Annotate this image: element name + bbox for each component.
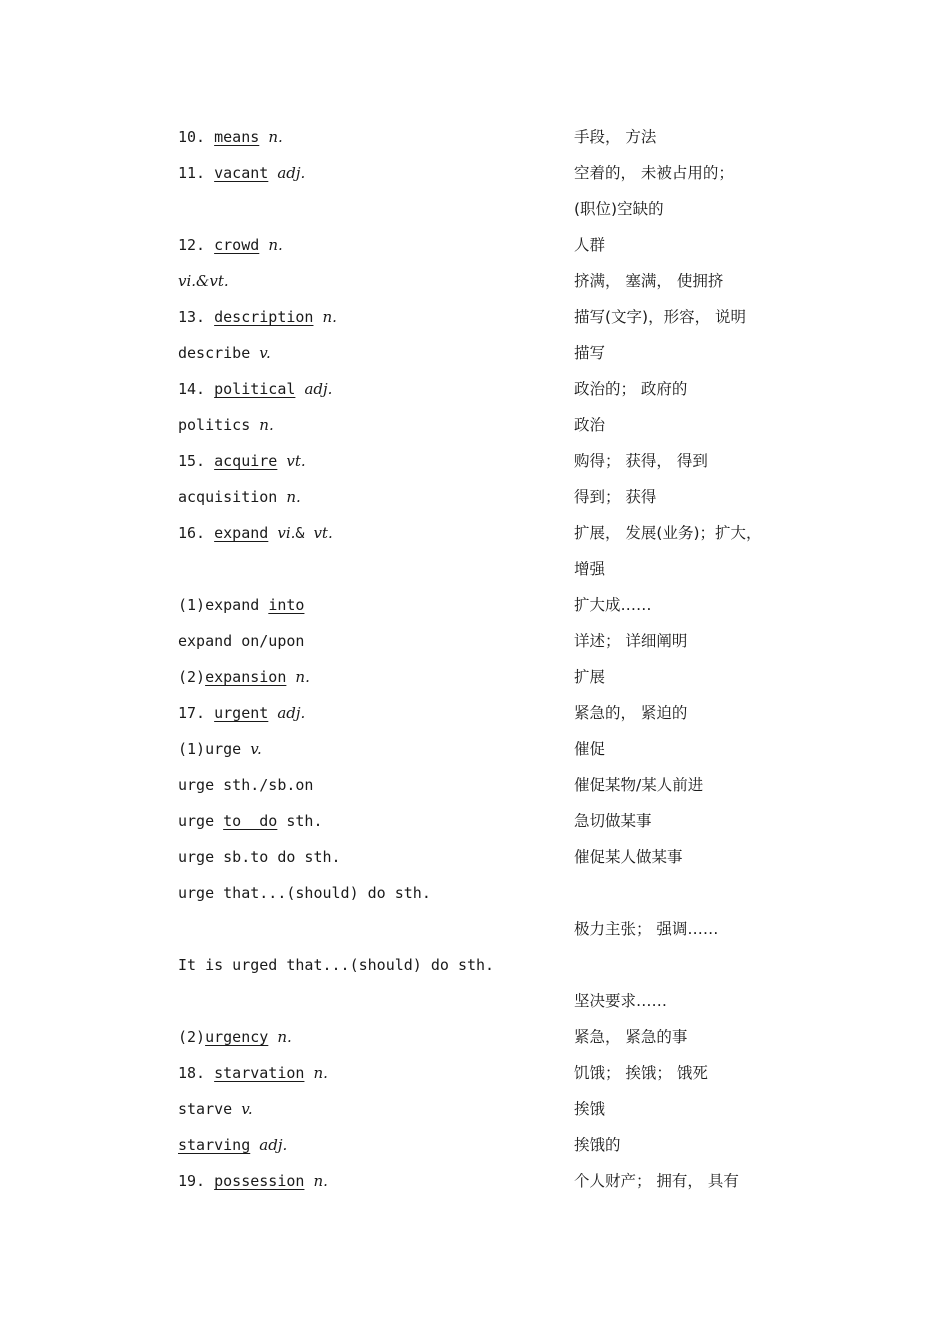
english-term [178, 631, 304, 651]
vocab-row [0, 235, 950, 265]
vocab-row [0, 523, 950, 553]
chinese-meaning: 得到； 获得 [574, 488, 657, 506]
term-text [259, 236, 268, 254]
term-text: politics [178, 416, 260, 434]
part-of-speech: v. [259, 344, 271, 362]
term-text: 19. [178, 1172, 215, 1190]
chinese-meaning: 挨饿 [574, 1100, 606, 1118]
chinese-meaning: 增强 [574, 560, 606, 578]
underlined-answer: vacant [214, 164, 269, 182]
vocab-row [0, 775, 950, 805]
term-text: expand on/upon [178, 632, 305, 650]
term-text: 10. [178, 128, 215, 146]
vocab-row [0, 1171, 950, 1201]
term-text: urge sth./sb.on [178, 776, 314, 794]
vocab-row [0, 1099, 950, 1129]
english-term [178, 415, 274, 435]
term-text: (2) [178, 1028, 206, 1046]
term-text [250, 1136, 259, 1154]
chinese-meaning: 人群 [574, 236, 606, 254]
part-of-speech: adj. [277, 704, 306, 722]
vocab-row [0, 595, 950, 625]
vocab-row [0, 883, 950, 913]
chinese-meaning: 描写 [574, 344, 606, 362]
underlined-answer: acquire [214, 452, 278, 470]
part-of-speech: n. [259, 416, 274, 434]
chinese-meaning: 紧急， 紧急的事 [574, 1028, 688, 1046]
term-text: (2) [178, 668, 206, 686]
chinese-meaning: 扩展 [574, 668, 606, 686]
term-text: 17. [178, 704, 215, 722]
vocab-row [0, 415, 950, 445]
english-term [178, 235, 283, 255]
english-term [178, 667, 310, 687]
part-of-speech: v. [250, 740, 262, 758]
underlined-answer: crowd [214, 236, 260, 254]
term-text: 13. [178, 308, 215, 326]
chinese-meaning: 购得； 获得， 得到 [574, 452, 708, 470]
chinese-meaning: 政治的； 政府的 [574, 380, 688, 398]
underlined-answer: description [214, 308, 314, 326]
vocab-row [0, 451, 950, 481]
vocab-row [0, 307, 950, 337]
chinese-meaning: 个人财产； 拥有， 具有 [574, 1172, 739, 1190]
english-term [178, 523, 333, 543]
chinese-meaning: 挤满， 塞满， 使拥挤 [574, 272, 724, 290]
part-of-speech: vi. [277, 524, 296, 542]
vocab-row [0, 991, 950, 1021]
term-text: 12. [178, 236, 215, 254]
chinese-meaning: 描写(文字)，形容， 说明 [574, 308, 747, 326]
chinese-meaning: 催促 [574, 740, 606, 758]
underlined-answer: political [214, 380, 296, 398]
term-text: urge that...(should) do sth. [178, 884, 431, 902]
term-text: 18. [178, 1064, 215, 1082]
vocab-row [0, 703, 950, 733]
term-text: & [295, 524, 314, 542]
underlined-answer: starving [178, 1136, 251, 1154]
part-of-speech: n. [313, 1064, 328, 1082]
part-of-speech: adj. [259, 1136, 288, 1154]
english-term [178, 451, 306, 471]
english-term [178, 955, 494, 975]
english-term [178, 127, 283, 147]
english-term [178, 847, 341, 867]
underlined-answer: means [214, 128, 260, 146]
vocab-row [0, 1135, 950, 1165]
english-term [178, 487, 301, 507]
term-text: (1)expand [178, 596, 269, 614]
english-term [178, 343, 271, 363]
chinese-meaning: 坚决要求…… [574, 992, 668, 1010]
term-text: 11. [178, 164, 215, 182]
term-text: acquisition [178, 488, 287, 506]
vocab-row [0, 343, 950, 373]
term-text: 14. [178, 380, 215, 398]
term-text [268, 164, 277, 182]
term-text: urge [178, 812, 224, 830]
term-text: sth. [277, 812, 323, 830]
term-text [259, 128, 268, 146]
english-term [178, 739, 262, 759]
vocab-row [0, 667, 950, 697]
chinese-meaning: 催促某物/某人前进 [574, 776, 704, 794]
part-of-speech: v. [241, 1100, 253, 1118]
underlined-answer: possession [214, 1172, 305, 1190]
term-text [268, 524, 277, 542]
underlined-answer: starvation [214, 1064, 305, 1082]
term-text [313, 308, 322, 326]
part-of-speech: n. [322, 308, 337, 326]
part-of-speech: n. [268, 128, 283, 146]
vocab-row [0, 631, 950, 661]
chinese-meaning: 催促某人做某事 [574, 848, 683, 866]
term-text [268, 704, 277, 722]
term-text: 16. [178, 524, 215, 542]
vocab-row [0, 559, 950, 589]
vocab-row [0, 127, 950, 157]
vocab-row [0, 487, 950, 517]
english-term [178, 1171, 328, 1191]
vocab-row [0, 1027, 950, 1057]
term-text: (1)urge [178, 740, 251, 758]
chinese-meaning: 挨饿的 [574, 1136, 621, 1154]
part-of-speech: n. [268, 236, 283, 254]
chinese-meaning: 扩大成…… [574, 596, 652, 614]
underlined-answer: to do [223, 812, 278, 830]
english-term [178, 883, 431, 903]
chinese-meaning: 空着的， 未被占用的； [574, 164, 734, 182]
english-term [178, 811, 323, 831]
vocab-row [0, 811, 950, 841]
english-term [178, 1135, 287, 1155]
english-term [178, 271, 229, 291]
chinese-meaning: 饥饿； 挨饿； 饿死 [574, 1064, 708, 1082]
underlined-answer: urgency [205, 1028, 269, 1046]
english-term [178, 775, 313, 795]
vocab-row [0, 163, 950, 193]
underlined-answer: into [268, 596, 305, 614]
underlined-answer: expand [214, 524, 269, 542]
english-term [178, 1063, 328, 1083]
english-term [178, 1099, 253, 1119]
term-text: describe [178, 344, 260, 362]
part-of-speech: n. [277, 1028, 292, 1046]
chinese-meaning: 扩展， 发展(业务)；扩大， [574, 524, 762, 542]
term-text: starve [178, 1100, 242, 1118]
part-of-speech: vt. [313, 524, 333, 542]
part-of-speech: adj. [277, 164, 306, 182]
english-term [178, 163, 305, 183]
vocab-row [0, 379, 950, 409]
english-term [178, 595, 304, 615]
chinese-meaning: 紧急的， 紧迫的 [574, 704, 688, 722]
term-text: It is urged that...(should) do sth. [178, 956, 495, 974]
vocab-row [0, 199, 950, 229]
chinese-meaning: 急切做某事 [574, 812, 652, 830]
chinese-meaning: 极力主张； 强调…… [574, 920, 719, 938]
english-term [178, 1027, 292, 1047]
part-of-speech: adj. [304, 380, 333, 398]
term-text [268, 1028, 277, 1046]
term-text: urge sb.to do sth. [178, 848, 341, 866]
term-text: 15. [178, 452, 215, 470]
vocab-row [0, 739, 950, 769]
chinese-meaning: 政治 [574, 416, 606, 434]
chinese-meaning: 手段， 方法 [574, 128, 657, 146]
vocab-row [0, 955, 950, 985]
vocab-row [0, 1063, 950, 1093]
part-of-speech: vt. [286, 452, 306, 470]
part-of-speech: n. [313, 1172, 328, 1190]
underlined-answer: expansion [205, 668, 287, 686]
chinese-meaning: 详述； 详细阐明 [574, 632, 688, 650]
english-term [178, 703, 305, 723]
vocab-row [0, 847, 950, 877]
english-term [178, 307, 337, 327]
part-of-speech: n. [286, 488, 301, 506]
vocab-row [0, 919, 950, 949]
english-term [178, 379, 332, 399]
vocab-row [0, 271, 950, 301]
part-of-speech: vi.&vt. [178, 272, 229, 290]
part-of-speech: n. [295, 668, 310, 686]
underlined-answer: urgent [214, 704, 269, 722]
chinese-meaning: (职位)空缺的 [574, 200, 664, 218]
